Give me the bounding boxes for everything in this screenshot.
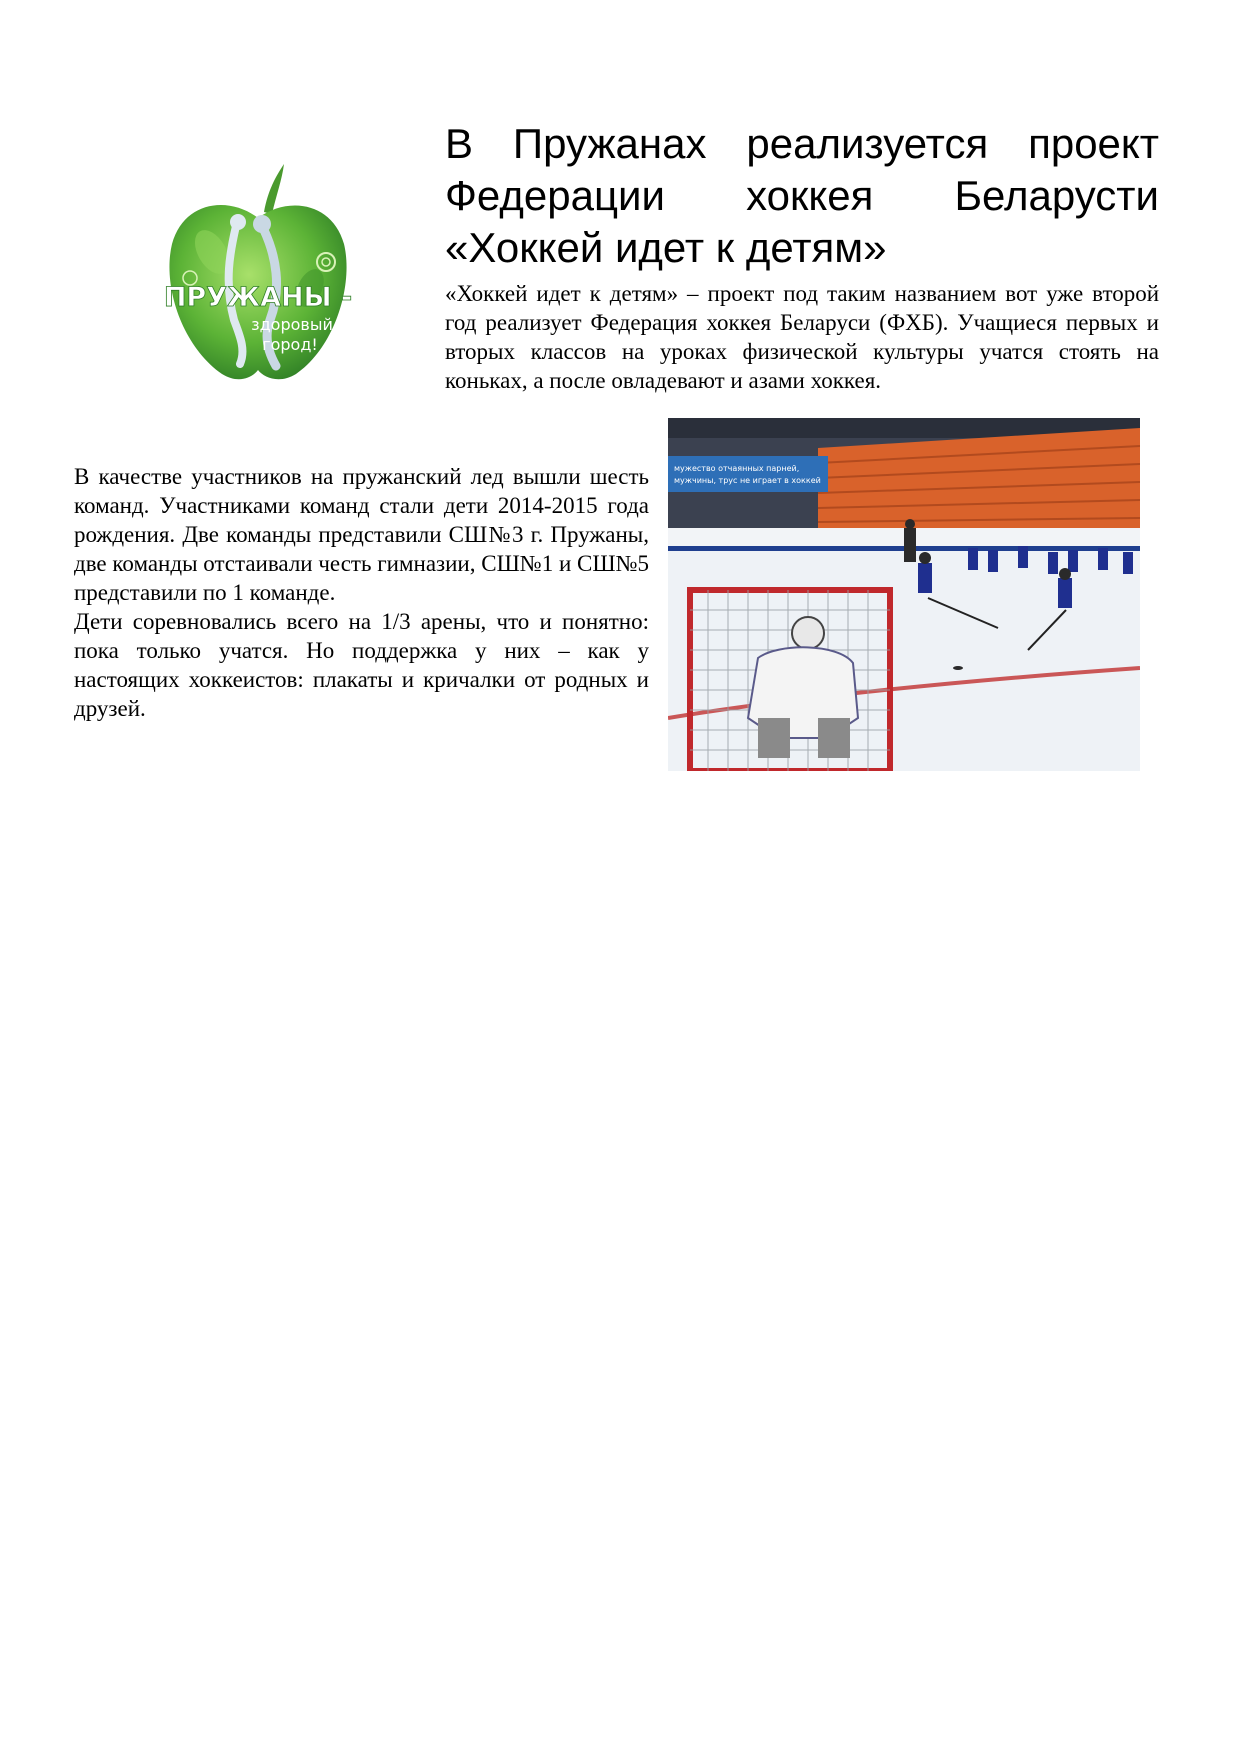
article-title-line: Федерации хоккея Беларусти bbox=[445, 172, 1159, 219]
article-title-line: В Пружанах реализуется проект bbox=[445, 120, 1159, 167]
article-lead: «Хоккей идет к детям» – проект под таким названием вот уже второй год реализует Федерация хоккея Беларуси (ФХБ). Учащиеся первых и вторых классов на уроках физической культуры учатся стоять на коньках, а после овладевают и азами хоккея. bbox=[445, 281, 1159, 393]
pruzhany-healthy-city-logo bbox=[160, 160, 356, 386]
article-title bbox=[445, 118, 1159, 274]
apple-stem bbox=[264, 164, 284, 214]
article-paragraph: Дети соревновались всего на 1/3 арены, что и понятно: пока только учатся. Но поддержка у них – как у настоящих хоккеистов: плакаты и кричалки от родных и друзей. bbox=[74, 609, 649, 721]
svg-text:город!: город! bbox=[262, 335, 318, 354]
svg-text:мужество отчаянных парней,: мужество отчаянных парней, bbox=[674, 464, 800, 473]
article-title-line: «Хоккей идет к детям» bbox=[445, 224, 887, 271]
hockey-game-photo bbox=[668, 418, 1140, 771]
svg-text:здоровый: здоровый bbox=[251, 315, 333, 334]
svg-text:ПРУЖАНЫ -: ПРУЖАНЫ - bbox=[163, 282, 353, 313]
svg-text:мужчины, трус не играет в хокк: мужчины, трус не играет в хоккей bbox=[674, 476, 821, 485]
article-paragraph: В качестве участников на пружанский лед вышли шесть команд. Участниками команд стали дети 2014-2015 года рождения. Две команды представили СШ№3 г. Пружаны, две команды отстаивали честь гимназии, СШ№1 и СШ№5 представили по 1 команде. bbox=[74, 464, 650, 605]
article-body bbox=[74, 462, 649, 723]
